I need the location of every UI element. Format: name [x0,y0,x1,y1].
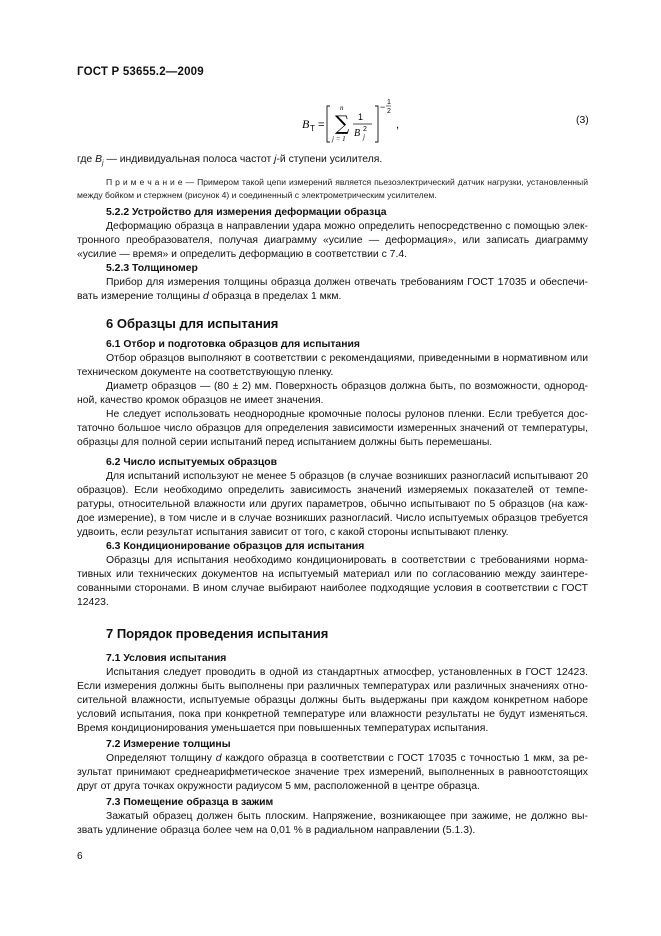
section-6-title: 6 Образцы для испытания [106,316,279,331]
fraction-den: B [354,128,361,139]
section-7-3-text: Зажатый образец должен быть плоским. Напряжение, возникающее при зажиме, не должно вызвать удлинение образца более чем на 0,01 % в радиальном направлении (5.1.3). [77,811,588,836]
section-7-2-title: 7.2 Измерение толщины [106,739,231,750]
left-bracket [327,106,330,142]
section-6-1-p3: Не следует использовать неоднородные кромочные полосы рулонов пленки. Если требуется достаточно большое число образцов для определения зависимости измеренных значений от температуры, образцы для полной серии испытаний перед испытанием должны быть перемешаны. [77,409,588,448]
sum-top: n [340,104,344,112]
section-7-3-title: 7.3 Помещение образца в зажим [106,797,274,808]
section-6-1-title: 6.1 Отбор и подготовка образцов для испытания [106,339,360,350]
document-header: ГОСТ Р 53655.2—2009 [77,66,204,78]
section-6-2-title: 6.2 Число испытуемых образцов [106,457,277,468]
section-7-1-text: Испытания следует проводить в одной из стандартных атмосфер, установленных в ГОСТ 12423. Если измерения должны быть выполнены при различных температурах или различных значениях относительной влажности, испытуемые образцы должны быть выдержаны при каждом конкретном наборе условий испытания, пока при конкретной температуре или влажности результаты не будут изменяться. Время кондиционирования уменьшается при повышенных температурах испытания. [77,667,588,734]
section-6-1-p1: Отбор образцов выполняют в соответствии с рекомендациями, приведенными в нормативном или техническом документе на соответствующую пленку. [77,353,588,378]
formula-trail: , [396,119,400,131]
section-5-2-2-text: Деформацию образца в направлении удара можно определить непосредственно с помощью электронного преобразователя, получая диаграмму «усилие — деформация», или записать диаграмму «усилие — время» и определить деформацию в соответствии с 7.4. [77,221,588,260]
exp-sign: − [380,102,386,112]
fraction-den-sup: 2 [363,126,367,133]
formula-lhs-sub: T [310,124,315,133]
formula-lhs: B [302,117,310,131]
section-6-3-text: Образцы для испытания необходимо кондиционировать в соответствии с требованиями нормативных или технических документов на испытуемый материал или по согласованию между заинтересованными сторонами. В ином случае выбирают наиболее подходящие условия в соответствии с ГОСТ 12423. [77,555,588,608]
exp-den: 2 [387,108,391,115]
note-paragraph: П р и м е ч а н и е — Примером такой цепи измерений является пьезоэлектрический датчик нагрузки, установленный между бойком и стержнем (рисунок 4) и соединенный с электрометрическим усилителем. [77,177,588,200]
section-5-2-3-text: Прибор для измерения толщины образца должен отвечать требованиям ГОСТ 17035 и обеспечивать измерение толщины d образца в пределах 1 мкм. [77,277,588,302]
exp-num: 1 [387,99,391,106]
formula-number: (3) [576,115,589,126]
section-7-2-text: Определяют толщину d каждого образца в соответствии с ГОСТ 17035 с точностью 1 мкм, за результат принимают среднеарифметическое значение трех измерений, выполненных в равноотстоящих друг от друга точках окружности радиусом 5 мм, расположенной в центре образца. [77,753,588,792]
section-7-1-title: 7.1 Условия испытания [106,653,227,664]
right-bracket [375,106,378,142]
section-6-1-p2: Диаметр образцов — (80 ± 2) мм. Поверхность образцов должна быть, по возможности, однородной, качество кромок образцов не имеет значения. [77,381,588,406]
page-number: 6 [77,851,83,862]
where-line: где $B_j$ — индивидуальная полоса частот j-й ступени усилителя. [77,154,383,168]
section-5-2-2-title: 5.2.2 Устройство для измерения деформации образца [106,207,387,218]
formula-3 [288,95,408,155]
sum-sign: ∑ [335,111,350,135]
fraction-numerator: 1 [358,112,364,122]
section-6-2-text: Для испытаний используют не менее 5 образцов (в случае возникших разногласий испытывают 20 образцов). Если необходимо определить зависимость значений измеряемых показателей от температуры, относительной влажности или других параметров, обычно испытывают по 5 образцов (на каждое измерение), в том числе и в случае возникших разногласий. Число испытуемых образцов требуется удвоить, если результат испытания зависит от того, с какой стороны испытывают пленку. [77,471,588,538]
equals-sign: = [318,119,325,131]
section-6-3-title: 6.3 Кондиционирование образцов для испытания [106,541,365,552]
fraction-den-sub: j [363,133,365,141]
sum-bottom: j = 1 [332,135,346,143]
section-7-title: 7 Порядок проведения испытания [106,626,329,641]
section-5-2-3-title: 5.2.3 Толщиномер [106,263,198,274]
